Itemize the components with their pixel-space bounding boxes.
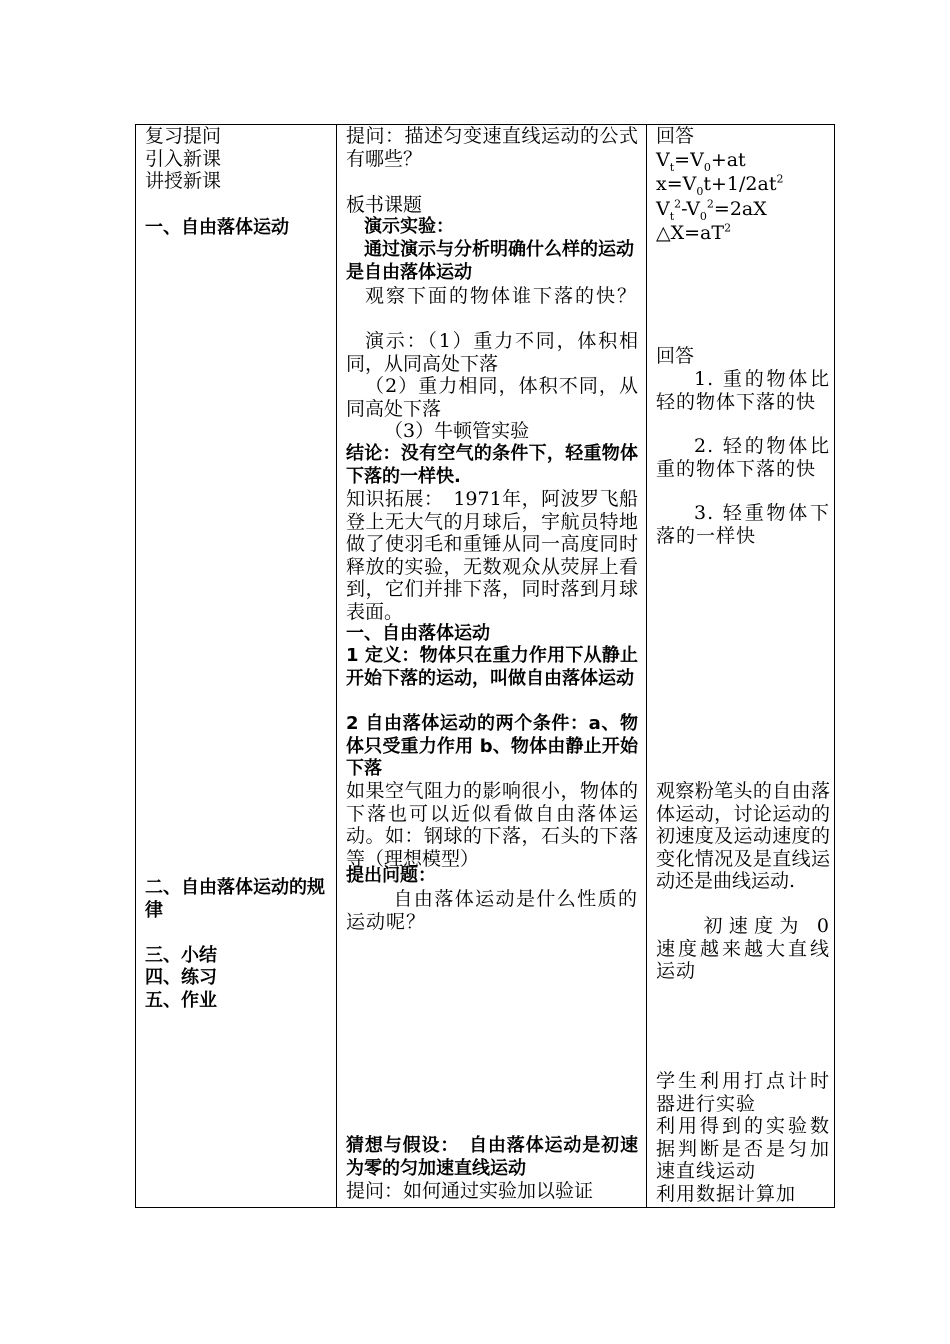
section-heading: 三、小结 [145, 945, 217, 966]
demo-purpose: 通过演示与分析明确什么样的运动是自由落体运动 [346, 239, 634, 283]
answer-label: 回答 [656, 125, 695, 147]
demo-item: （3）牛顿管实验 [384, 420, 530, 442]
ask-body: 自由落体运动是什么性质的运动呢？ [346, 888, 638, 933]
observation-text: 观察粉笔头的自由落体运动，讨论运动的初速度及运动速度的变化情况及是直线运动还是曲线运动. [656, 780, 830, 892]
intro-line: 讲授新课 [145, 170, 222, 192]
demo-heading: 演示实验： [364, 216, 454, 237]
answer-option: 3. 轻重物体下落的一样快 [656, 502, 830, 547]
column-middle [337, 125, 647, 1207]
section-heading: 五、作业 [145, 990, 217, 1011]
intro-line: 引入新课 [145, 147, 222, 170]
lesson-plan-table [135, 124, 835, 1208]
section-heading: 四、练习 [145, 967, 217, 988]
answer-option: 2. 轻的物体比重的物体下落的快 [656, 435, 830, 480]
student-activity: 利用数据计算加 [656, 1183, 797, 1205]
board-title: 板书课题 [346, 194, 423, 216]
definition-text: 1 定义：物体只在重力作用下从静止开始下落的运动，叫做自由落体运动 [346, 645, 638, 689]
observe-text: 观察下面的物体谁下落的快？ [365, 285, 639, 307]
conclusion-text: 结论：没有空气的条件下，轻重物体下落的一样快. [346, 443, 638, 487]
observation-result: 初速度为 0 速度越来越大直线运动 [656, 915, 830, 982]
formula: $V_t^2-V_0^2=2aX$ [656, 197, 767, 223]
formula: $V_t=V_0+at$ [656, 149, 746, 174]
intro-line: 复习提问 [145, 125, 222, 147]
question-text: 提问：描述匀变速直线运动的公式有哪些？ [346, 125, 638, 170]
formula: $x=V_0t+1/2at^2$ [656, 172, 784, 198]
ask-heading: 提出问题： [346, 865, 436, 886]
section-heading: 二、自由落体运动的规律 [145, 877, 325, 921]
hypothesis-text: 猜想与假设： 自由落体运动是初速为零的匀加速直线运动 [346, 1135, 638, 1179]
student-activity: 利用得到的实验数据判断是否是匀加速直线运动 [656, 1115, 830, 1182]
answer-option: 1. 重的物体比轻的物体下落的快 [656, 368, 830, 413]
verify-question: 提问：如何通过实验加以验证 [346, 1180, 594, 1202]
answer-label: 回答 [656, 345, 695, 367]
student-activity: 学生利用打点计时器进行实验 [656, 1070, 830, 1115]
column-right [647, 125, 836, 1207]
demo-item: （2）重力相同，体积不同，从同高处下落 [346, 375, 638, 420]
knowledge-text: 知识拓展： 1971年，阿波罗飞船登上无大气的月球后，宇航员特地做了使羽毛和重锤从同一高度同时释放的实验，无数观众从荧屏上看到，它们并排下落，同时落到月球表面。 [346, 488, 638, 623]
approximation-text: 如果空气阻力的影响很小，物体的下落也可以近似看做自由落体运动。如：钢球的下落，石头的下落等（理想模型） [346, 780, 638, 870]
formula: $\triangle X=aT^2$ [656, 221, 732, 244]
demo-item: 演示：（1）重力不同，体积相同，从同高处下落 [346, 330, 638, 375]
column-left [136, 125, 337, 1207]
intro-block [145, 125, 328, 193]
condition-text: 2 自由落体运动的两个条件：a、物体只受重力作用 b、物体由静止开始下落 [346, 713, 638, 779]
section-heading: 一、自由落体运动 [145, 217, 289, 238]
section-title: 一、自由落体运动 [346, 623, 490, 644]
